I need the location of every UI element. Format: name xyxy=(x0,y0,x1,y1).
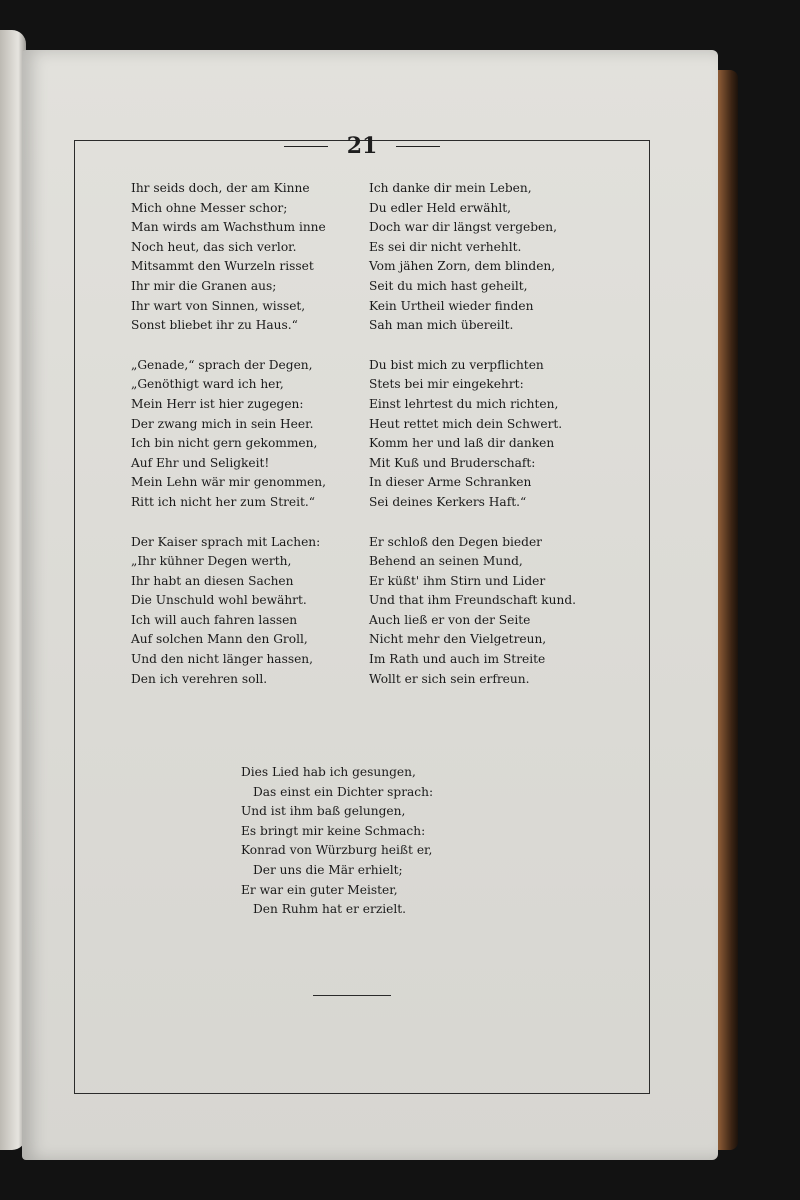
stanza-right-1 xyxy=(369,179,576,336)
stanza-left-1 xyxy=(131,179,326,336)
verse-line: Stets bei mir eingekehrt: xyxy=(369,377,524,392)
left-column xyxy=(131,179,326,689)
verse-line: Konrad von Würzburg heißt er, xyxy=(241,843,433,858)
verse-line: Der uns die Mär erhielt; xyxy=(253,862,403,877)
verse-line: Auf solchen Mann den Groll, xyxy=(131,632,308,647)
verse-line: Man wirds am Wachsthum inne xyxy=(131,220,326,235)
verse-line: Mit Kuß und Bruderschaft: xyxy=(369,455,536,470)
verse-line: Und that ihm Freundschaft kund. xyxy=(369,593,576,608)
verse-line: Den Ruhm hat er erzielt. xyxy=(253,902,407,917)
verse-line: Den ich verehren soll. xyxy=(131,671,268,686)
verse-line: Und ist ihm baß gelungen, xyxy=(241,804,406,819)
page-number: 21 xyxy=(346,133,378,159)
verse-line: Ich danke dir mein Leben, xyxy=(369,181,532,195)
verse-line: Ihr seids doch, der am Kinne xyxy=(131,181,310,195)
verse-line: Ich will auch fahren lassen xyxy=(131,612,298,627)
verse-line: Es sei dir nicht verhehlt. xyxy=(369,239,522,254)
verse-line: Mitsammt den Wurzeln risset xyxy=(131,259,314,274)
verse-line: Der Kaiser sprach mit Lachen: xyxy=(131,534,321,549)
verse-line: Behend an seinen Mund, xyxy=(369,554,523,569)
verse-line: „Ihr kühner Degen werth, xyxy=(131,554,292,569)
final-stanza xyxy=(241,763,433,920)
verse-line: Vom jähen Zorn, dem blinden, xyxy=(369,259,556,274)
stanza-right-2 xyxy=(369,356,576,513)
right-column xyxy=(369,179,576,689)
verse-line: Mich ohne Messer schor; xyxy=(131,200,288,215)
verse-line: Auf Ehr und Seligkeit! xyxy=(131,455,270,470)
verse-line: Du edler Held erwählt, xyxy=(369,200,511,215)
verse-line: Ihr habt an diesen Sachen xyxy=(131,573,294,588)
verse-line: Dies Lied hab ich gesungen, xyxy=(241,765,416,779)
verse-line: Heut rettet mich dein Schwert. xyxy=(369,416,563,431)
header-rule-left xyxy=(284,146,328,147)
verse-line: „Genöthigt ward ich her, xyxy=(131,377,284,392)
stanza-left-2 xyxy=(131,356,326,513)
verse-line: Mein Lehn wär mir genommen, xyxy=(131,475,326,490)
verse-line: Er schloß den Degen bieder xyxy=(369,534,542,549)
verse-line: Sei deines Kerkers Haft.“ xyxy=(369,494,527,509)
text-frame xyxy=(74,133,650,1094)
verse-line: Mein Herr ist hier zugegen: xyxy=(131,396,304,411)
verse-line: Im Rath und auch im Streite xyxy=(369,652,546,667)
verse-line: Seit du mich hast geheilt, xyxy=(369,278,528,293)
verse-line: Die Unschuld wohl bewährt. xyxy=(131,593,307,608)
verse-line: Doch war dir längst vergeben, xyxy=(369,220,557,235)
verse-line: Sah man mich übereilt. xyxy=(369,318,514,333)
verse-line: Der zwang mich in sein Heer. xyxy=(131,416,314,431)
verse-line: Einst lehrtest du mich richten, xyxy=(369,396,559,411)
page-header xyxy=(75,133,649,159)
verse-line: Er war ein guter Meister, xyxy=(241,882,398,897)
verse-line: Noch heut, das sich verlor. xyxy=(131,239,297,254)
book-page xyxy=(22,50,718,1160)
verse-line: Kein Urtheil wieder finden xyxy=(369,298,534,313)
stanza-right-3 xyxy=(369,533,576,690)
verse-line: Ritt ich nicht her zum Streit.“ xyxy=(131,494,316,509)
verse-line: Wollt er sich sein erfreun. xyxy=(369,671,530,686)
header-rule-right xyxy=(396,146,440,147)
verse-line: Auch ließ er von der Seite xyxy=(369,612,531,627)
verse-line: Ich bin nicht gern gekommen, xyxy=(131,436,318,451)
verse-line: Ihr mir die Granen aus; xyxy=(131,278,277,293)
verse-line: Und den nicht länger hassen, xyxy=(131,652,314,667)
verse-line: Er küßt' ihm Stirn und Lider xyxy=(369,573,546,588)
verse-line: Nicht mehr den Vielgetreun, xyxy=(369,632,547,647)
verse-line: Sonst bliebet ihr zu Haus.“ xyxy=(131,318,298,333)
end-rule xyxy=(313,995,391,996)
verse-line: In dieser Arme Schranken xyxy=(369,475,532,490)
verse-line: Das einst ein Dichter sprach: xyxy=(253,784,434,799)
verse-line: Du bist mich zu verpflichten xyxy=(369,357,544,372)
verse-line: Komm her und laß dir danken xyxy=(369,436,555,451)
verse-line: „Genade,“ sprach der Degen, xyxy=(131,357,313,372)
verse-line: Es bringt mir keine Schmach: xyxy=(241,823,426,838)
verse-line: Ihr wart von Sinnen, wisset, xyxy=(131,298,306,313)
stanza-left-3 xyxy=(131,533,326,690)
